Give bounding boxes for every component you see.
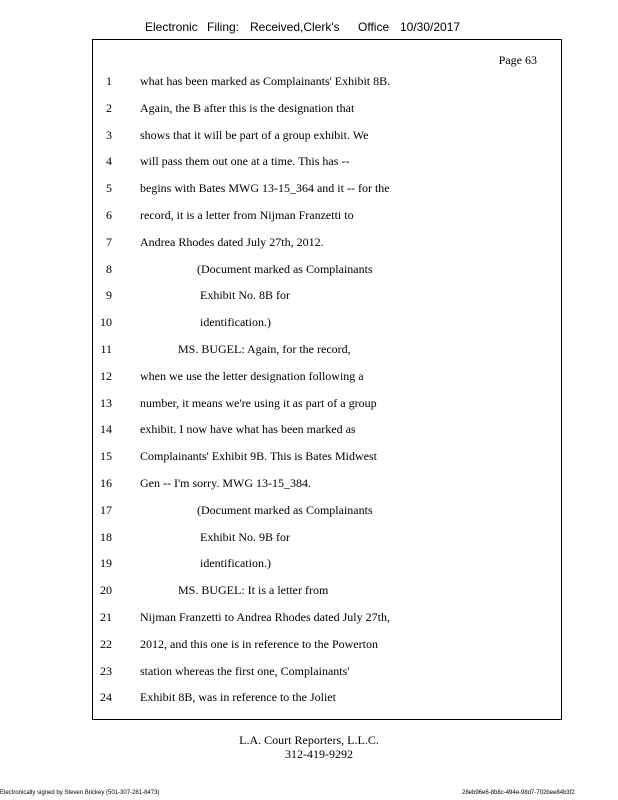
line-number: 10 — [100, 315, 112, 330]
transcript-line — [93, 315, 563, 333]
line-number: 7 — [106, 234, 112, 249]
footer-phone: 312-419-9292 — [285, 747, 353, 761]
signature-left: Electronically signed by Steven Brickey (501-307-281-8473) — [0, 790, 160, 796]
line-number: 2 — [106, 100, 112, 115]
line-number: 1 — [106, 74, 112, 88]
transcript-line — [93, 583, 563, 601]
line-text: station whereas the first one, Complainants' — [140, 663, 350, 678]
line-number: 9 — [106, 288, 112, 303]
line-number: 16 — [100, 476, 112, 490]
transcript-line — [93, 422, 563, 440]
line-text: will pass them out one at a time. This has -- — [140, 154, 350, 169]
transcript-line — [93, 610, 563, 628]
line-text: number, it means we're using it as part of a group — [140, 395, 377, 410]
line-number: 21 — [100, 610, 112, 624]
line-number: 15 — [100, 449, 112, 464]
transcript-line — [93, 690, 563, 708]
line-text: MS. BUGEL: It is a letter from — [178, 583, 329, 598]
line-text: Exhibit No. 9B for — [200, 529, 290, 544]
header-received-clerk: Received,Clerk's — [250, 20, 340, 34]
header-date: 10/30/2017 — [400, 20, 461, 34]
transcript-line — [93, 530, 563, 548]
line-number: 3 — [106, 127, 112, 142]
line-number: 6 — [106, 208, 112, 222]
line-number: 19 — [100, 556, 112, 571]
footer-company: L.A. Court Reporters, L.L.C. — [239, 733, 379, 747]
line-text: MS. BUGEL: Again, for the record, — [178, 342, 351, 356]
transcript-line — [93, 556, 563, 574]
line-text: Gen -- I'm sorry. MWG 13-15_384. — [140, 476, 312, 490]
transcript-line — [93, 396, 563, 414]
line-text: identification.) — [200, 556, 271, 571]
filing-header — [0, 20, 618, 38]
header-electronic: Electronic — [145, 20, 198, 34]
signature-right: 28eb96e6-8b8c-494e-98d7-702bee84b3f2 — [462, 790, 575, 796]
line-text: (Document marked as Complainants — [197, 261, 373, 276]
line-number: 17 — [100, 502, 112, 517]
transcript-line — [93, 503, 563, 521]
line-number: 20 — [100, 583, 112, 598]
line-number: 24 — [100, 690, 112, 705]
transcript-page — [92, 39, 562, 720]
line-text: exhibit. I now have what has been marked as — [140, 422, 356, 437]
header-office: Office — [358, 20, 390, 34]
line-text: Again, the B after this is the designation that — [140, 100, 355, 115]
line-text: record, it is a letter from Nijman Franzetti to — [140, 208, 354, 222]
line-number: 13 — [100, 395, 112, 410]
transcript-line — [93, 369, 563, 387]
line-text: begins with Bates MWG 13-15_364 and it -- for the — [140, 181, 390, 196]
line-text: what has been marked as Complainants' Exhibit 8B. — [140, 74, 391, 88]
line-text: Exhibit 8B, was in reference to the Joliet — [140, 690, 336, 705]
transcript-line — [93, 154, 563, 172]
line-text: shows that it will be part of a group exhibit. We — [140, 127, 369, 142]
line-text: when we use the letter designation following a — [140, 368, 364, 383]
transcript-line — [93, 342, 563, 360]
transcript-line — [93, 288, 563, 306]
transcript-line — [93, 235, 563, 253]
header-filing: Filing: — [207, 20, 240, 34]
line-number: 12 — [100, 368, 112, 383]
line-text: Nijman Franzetti to Andrea Rhodes dated July 27th, — [140, 610, 390, 624]
line-number: 5 — [106, 181, 112, 196]
line-number: 8 — [106, 261, 112, 276]
line-text: Exhibit No. 8B for — [200, 288, 290, 303]
transcript-line — [93, 637, 563, 655]
transcript-line — [93, 101, 563, 119]
line-text: identification.) — [200, 315, 271, 330]
transcript-line — [93, 128, 563, 146]
line-text: Andrea Rhodes dated July 27th, 2012. — [140, 234, 324, 249]
line-text: (Document marked as Complainants — [197, 502, 373, 517]
transcript-line — [93, 449, 563, 467]
line-number: 18 — [100, 529, 112, 544]
transcript-line — [93, 476, 563, 494]
line-number: 22 — [100, 636, 112, 651]
line-text: Complainants' Exhibit 9B. This is Bates Midwest — [140, 449, 377, 464]
transcript-line — [93, 74, 563, 92]
transcript-line — [93, 262, 563, 280]
line-text: 2012, and this one is in reference to the Powerton — [140, 636, 378, 651]
transcript-line — [93, 208, 563, 226]
line-number: 14 — [100, 422, 112, 437]
line-number: 23 — [100, 663, 112, 678]
line-number: 4 — [106, 154, 112, 169]
line-number: 11 — [100, 342, 112, 356]
transcript-line — [93, 181, 563, 199]
page-number: Page 63 — [498, 53, 537, 67]
transcript-line — [93, 664, 563, 682]
